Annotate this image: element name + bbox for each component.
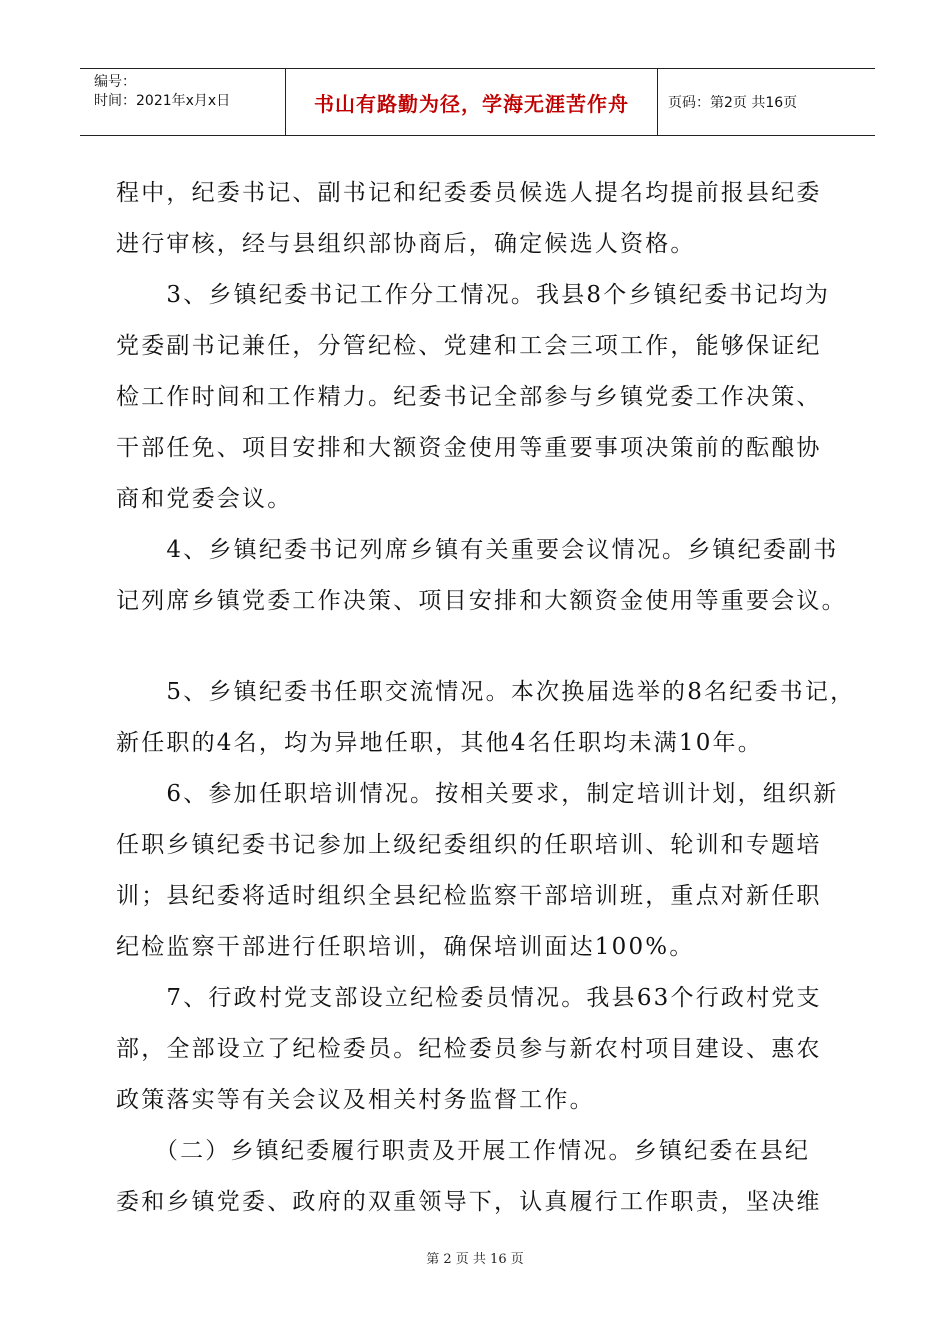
body-line: （二）乡镇纪委履行职责及开展工作情况。乡镇纪委在县纪 (116, 1138, 811, 1164)
body-line: 部，全部设立了纪检委员。纪检委员参与新农村项目建设、惠农 (116, 1036, 822, 1062)
header-meta (80, 69, 286, 135)
header-motto: 书山有路勤为径，学海无涯苦作舟 (286, 69, 658, 135)
document-body (116, 168, 856, 1228)
body-line: 程中，纪委书记、副书记和纪委委员候选人提名均提前报县纪委 (116, 180, 822, 206)
body-line: 新任职的4名，均为异地任职，其他4名任职均未满10年。 (116, 730, 763, 756)
body-line: 7、行政村党支部设立纪检委员情况。我县63个行政村党支 (116, 985, 822, 1011)
body-line: 进行审核，经与县组织部协商后，确定候选人资格。 (116, 231, 696, 257)
body-line: 干部任免、项目安排和大额资金使用等重要事项决策前的酝酿协 (116, 435, 822, 461)
header-number-label: 编号： (94, 74, 136, 90)
body-line: 政策落实等有关会议及相关村务监督工作。 (116, 1087, 595, 1113)
header-time-label: 时间：2021年x月x日 (94, 93, 231, 109)
body-line: 4、乡镇纪委书记列席乡镇有关重要会议情况。乡镇纪委副书 (116, 537, 839, 563)
body-line: 委和乡镇党委、政府的双重领导下，认真履行工作职责，坚决维 (116, 1189, 822, 1215)
body-line: 5、乡镇纪委书任职交流情况。本次换届选举的8名纪委书记， (116, 679, 856, 705)
body-line: 商和党委会议。 (116, 486, 293, 512)
body-line: 记列席乡镇党委工作决策、项目安排和大额资金使用等重要会议。 (116, 588, 847, 614)
body-line: 3、乡镇纪委书记工作分工情况。我县8个乡镇纪委书记均为 (116, 282, 831, 308)
header-page-label: 页码：第2页 共16页 (668, 95, 798, 111)
body-line: 6、参加任职培训情况。按相关要求，制定培训计划，组织新 (116, 781, 839, 807)
page-footer: 第 2 页 共 16 页 (426, 1252, 524, 1267)
body-line: 检工作时间和工作精力。纪委书记全部参与乡镇党委工作决策、 (116, 384, 822, 410)
body-line: 纪检监察干部进行任职培训，确保培训面达100%。 (116, 934, 695, 960)
body-line: 训；县纪委将适时组织全县纪检监察干部培训班，重点对新任职 (116, 883, 822, 909)
body-line: 任职乡镇纪委书记参加上级纪委组织的任职培训、轮训和专题培 (116, 832, 822, 858)
page-header (80, 68, 875, 136)
paragraph-gap (116, 627, 856, 667)
body-line: 党委副书记兼任，分管纪检、党建和工会三项工作，能够保证纪 (116, 333, 822, 359)
